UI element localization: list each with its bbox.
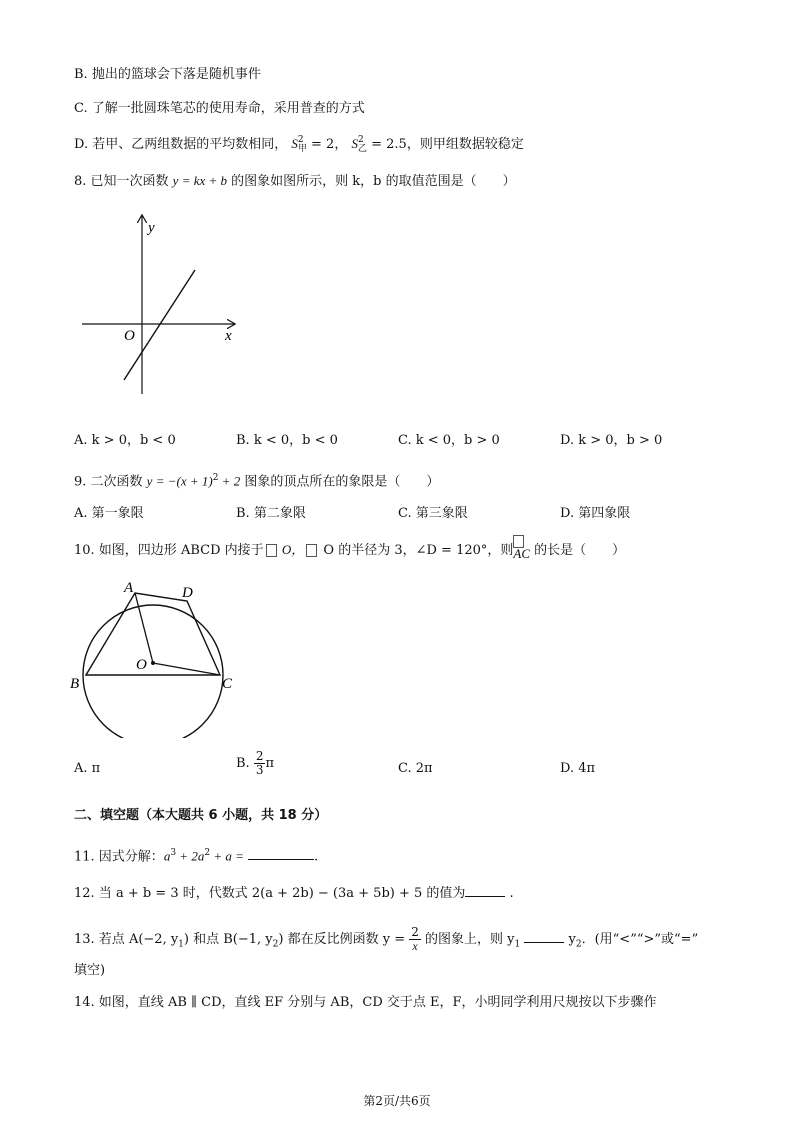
q10-figure (66, 578, 246, 738)
q13-instruction: ．(用“<”“>”或“=” (581, 932, 699, 947)
q7-d-variance-symbol-2: S (351, 136, 358, 151)
q8-function: y = kx + b (172, 173, 228, 188)
q11-period: . (314, 849, 319, 865)
q13-stem (74, 926, 698, 954)
q14-stem: 14. 如图，直线 AB ∥ CD，直线 EF 分别与 AB，CD 交于点 E，F，小明同学利用尺规按以下步骤作 (74, 995, 657, 1010)
q10-label-d: D (182, 585, 193, 601)
q10-label-a: A (124, 580, 134, 596)
q13-sub-y2: 2 (575, 939, 582, 950)
q8-suffix: 的图象如图所示，则 k，b 的取值范围是（ ） (227, 174, 516, 189)
q8-graph (76, 212, 246, 402)
q13-sub-y1: 1 (514, 939, 521, 950)
q9-stem (74, 469, 439, 491)
q7-option-c: C. 了解一批圆珠笔芯的使用寿命，采用普查的方式 (74, 101, 365, 116)
q10-option-b-label: B. (236, 756, 250, 771)
q12-text: 12. 当 a + b = 3 时，代数式 2(a + 2b) − (3a + 5b) + 5 的值为 (74, 886, 466, 901)
q8-x-label: x (225, 328, 232, 344)
q12-stem (74, 884, 514, 903)
q13-sub-2: 2 (272, 939, 279, 950)
q10-option-d: D. 4π (560, 761, 596, 776)
q10-suffix: 的长是（ ） (530, 543, 626, 558)
q10-label-b: B (70, 676, 80, 692)
q13-denominator: x (412, 939, 418, 953)
q7-d-variance-symbol-1: S (291, 136, 298, 151)
q10-option-b-denominator: 3 (255, 763, 264, 777)
q9-suffix: 图象的顶点所在的象限是（ ） (240, 474, 440, 490)
q7-d-jia: 甲 (297, 143, 307, 154)
q11-exp-2: 2 (204, 848, 211, 858)
q10-stem (74, 541, 625, 560)
q7-option-b: B. 抛出的篮球会下落是随机事件 (74, 67, 261, 82)
q10-option-a: A. π (74, 761, 101, 776)
q8-prefix: 8. 已知一次函数 (74, 174, 173, 189)
q11-term-a: a (163, 848, 171, 864)
q7-d-yi: 乙 (357, 143, 367, 154)
q13-function: ) 都在反比例函数 y = (278, 932, 406, 947)
q10-radius-text: O 的半径为 3，∠D = 120°，则 (319, 543, 514, 558)
q10-option-c: C. 2π (398, 761, 433, 776)
q7-d-value-1: = 2， (306, 137, 348, 152)
q13-y2: y (568, 932, 576, 947)
q13-fraction (409, 926, 421, 953)
page-footer: 第2页/共6页 (363, 1094, 431, 1108)
q13-mid: ) 和点 B(−1, y (183, 932, 273, 947)
section-2-title: 二、填空题（本大题共 6 小题，共 18 分） (74, 808, 328, 823)
q10-option-b-pi: π (265, 756, 275, 771)
q13-line-2: 填空) (74, 963, 106, 978)
q11-answer-blank[interactable] (248, 847, 314, 860)
arc-symbol-icon (513, 535, 524, 548)
q13-prefix: 13. 若点 A(−2, y (74, 932, 179, 947)
q10-center-dot (151, 661, 155, 665)
q10-option-b (236, 750, 274, 777)
q12-period: . (505, 886, 514, 901)
q9-option-d: D. 第四象限 (560, 506, 631, 521)
q7-option-d: D. 若甲、乙两组数据的平均数相同， S 2 甲 = 2， S 2 乙 = 2.5，则甲组数据较稳定 (74, 134, 524, 154)
q9-option-b: B. 第二象限 (236, 506, 306, 521)
q10-option-b-numerator: 2 (255, 749, 264, 763)
q10-option-b-fraction (254, 750, 266, 777)
circle-symbol-icon (306, 544, 317, 557)
q9-function: y = −(x + 1) (146, 473, 213, 489)
q7-d-prefix: D. 若甲、乙两组数据的平均数相同， (74, 137, 288, 152)
circle-symbol-icon (266, 544, 277, 557)
q8-stem (74, 172, 516, 191)
q8-option-a: A. k > 0，b < 0 (74, 433, 176, 448)
q8-option-c: C. k < 0，b > 0 (398, 433, 500, 448)
q8-option-b: B. k < 0，b < 0 (236, 433, 338, 448)
q8-option-d: D. k > 0，b > 0 (560, 433, 663, 448)
q10-radius-oa (135, 593, 153, 663)
q7-d-sq-1: 2 (297, 134, 304, 145)
q11-term-c: + a = (210, 848, 244, 864)
q9-option-a: A. 第一象限 (74, 506, 144, 521)
q13-answer-blank[interactable] (524, 930, 564, 943)
q7-d-suffix: 则甲组数据较稳定 (419, 137, 524, 152)
q13-suffix: 的图象上，则 y (420, 932, 515, 947)
q8-origin-label: O (124, 328, 135, 344)
q10-label-c: C (222, 676, 233, 692)
q10-radius-oc (153, 663, 220, 675)
q10-prefix: 10. 如图，四边形 ABCD 内接于 (74, 543, 264, 558)
q9-exponent: 2 (212, 473, 219, 483)
q8-function-line (124, 270, 195, 380)
q10-label-o: O (136, 657, 147, 673)
q13-sub-1: 1 (178, 939, 184, 950)
q10-circle-name-1: O， (278, 542, 305, 557)
q9-function-tail: + 2 (218, 473, 241, 489)
q11-stem (74, 844, 318, 866)
q11-prefix: 11. 因式分解： (74, 849, 164, 865)
q8-y-label: y (148, 220, 155, 236)
q12-answer-blank[interactable] (465, 884, 505, 897)
q9-option-c: C. 第三象限 (398, 506, 468, 521)
q9-prefix: 9. 二次函数 (74, 474, 147, 490)
q7-d-value-2: = 2.5， (366, 137, 420, 152)
q10-arc-name: AC (513, 546, 531, 561)
q11-term-b: + 2a (176, 848, 205, 864)
q13-numerator: 2 (411, 925, 419, 939)
q11-exp-3: 3 (170, 848, 177, 858)
